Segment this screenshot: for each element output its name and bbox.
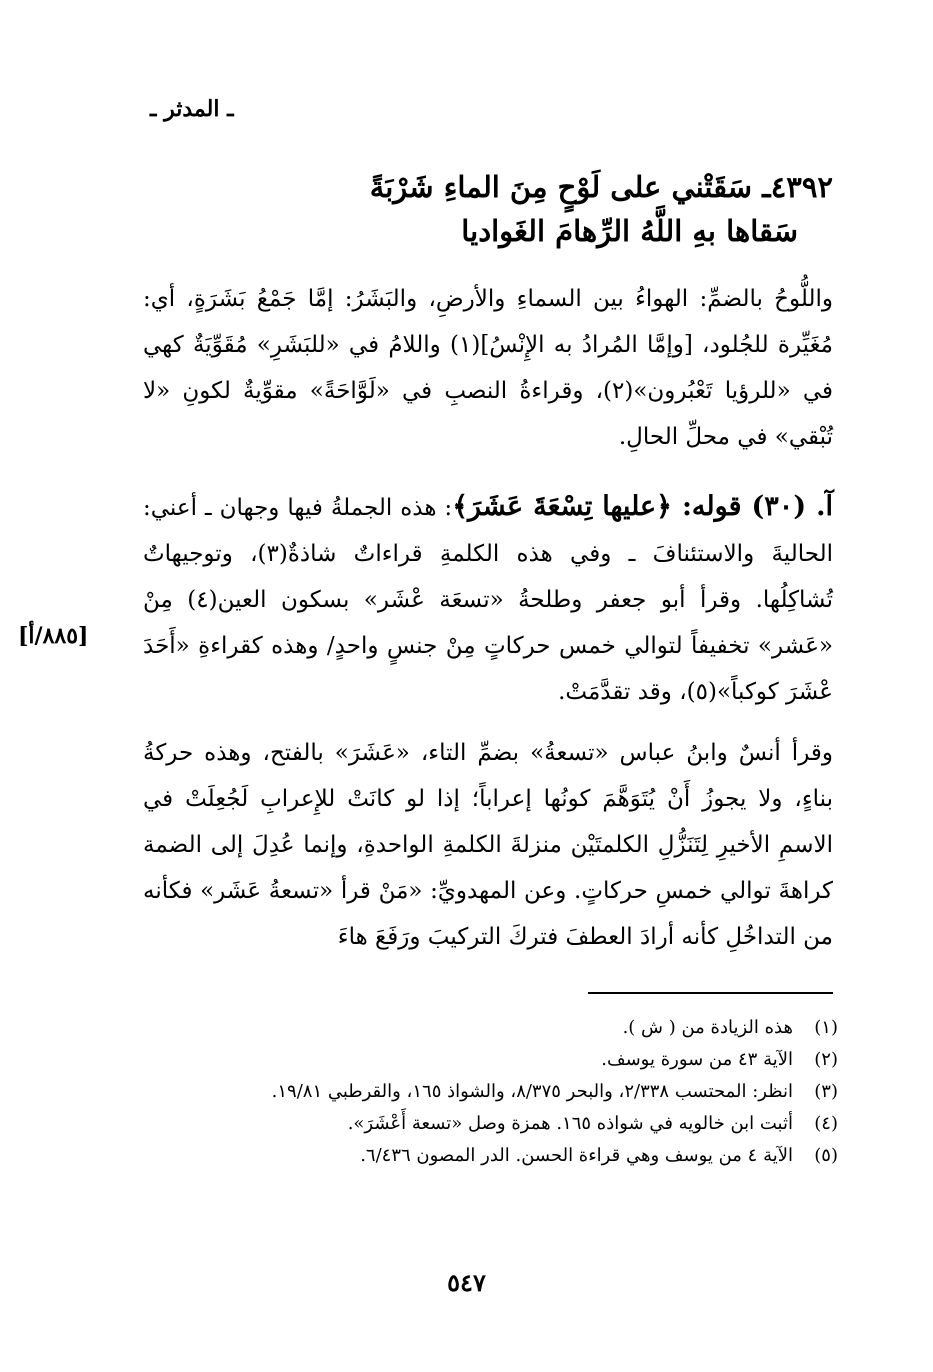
manuscript-folio-reference: [٨٨٥/أ] <box>18 623 89 649</box>
footnote-number: (٢) <box>814 1049 838 1070</box>
footnote-text: أثبت ابن خالويه في شواذه ١٦٥. همزة وصل «تسعة أَعْشَرَ». <box>347 1113 793 1134</box>
commentary-paragraph-3 <box>143 730 833 960</box>
footnote-item <box>138 1044 838 1076</box>
footnote-text: الآية ٤٣ من سورة يوسف. <box>601 1049 793 1070</box>
page-number: ٥٤٧ <box>447 1268 486 1297</box>
footnote-text: الآية ٤ من يوسف وهي قراءة الحسن. الدر المصون ٦/٤٣٦. <box>360 1145 793 1166</box>
footnote-text: هذه الزيادة من ( ش ). <box>622 1017 793 1038</box>
running-header: ـ المدثر ـ <box>150 96 234 122</box>
footnote-number: (٣) <box>814 1081 838 1102</box>
verse-citation-heading: آ. (٣٠) قوله: ﴿عليها تِسْعَةَ عَشَرَ﴾ <box>452 491 834 522</box>
paragraph-text <box>143 484 833 715</box>
footnotes <box>138 1012 838 1172</box>
footnote-separator <box>588 992 833 994</box>
paragraph-text: واللُّوحُ بالضمِّ: الهواءُ بين السماءِ والأرضِ، والبَشَرُ: إمَّا جَمْعُ بَشَرَةٍ، أي: مُغَيِّرة للجُلود، [وإمَّا المُرادُ به الإِنْسُ](١) واللامُ في «للبَشَرِ» مُقَوِّيَةٌ كهي في «للرؤيا تَعْبُرون»(٢)، وقراءةُ النصبِ في «لَوَّاحَةً» مقوِّيةٌ لكونِ «لا تُبْقي» في محلِّ الحالِ. <box>143 286 833 450</box>
paragraph-continuation: : هذه الجملةُ فيها وجهان ـ أعني: الحاليةَ والاستئنافَ ـ وفي هذه الكلمةِ قراءاتٌ شاذةٌ(٣)، وتوجيهاتٌ تُشاكِلُها. وقرأ أبو جعفر وطلحةُ «تسعَة عْشَر» بسكون العين(٤) مِنْ «عَشر» تخفيفاً لتوالي خمس حركاتٍ مِنْ جنسٍ واحدٍ/ وهذه كقراءةِ «أَحَدَ عْشَرَ كوكباً»(٥)، وقد تقدَّمَتْ. <box>143 495 833 705</box>
footnote-item <box>138 1076 838 1108</box>
footnote-number: (٤) <box>814 1113 838 1134</box>
poetry-verse-line-2: سَقاها بهِ اللَّهُ الرِّهامَ الغَواديا <box>461 214 798 248</box>
footnote-item <box>138 1108 838 1140</box>
paragraph-text: وقرأ أنسٌ وابنُ عباس «تسعةُ» بضمِّ التاء، «عَشَرَ» بالفتح، وهذه حركةُ بناءٍ، ولا يجوزُ أَنْ يُتَوَهَّمَ كونُها إعراباً؛ إذا لو كانَتْ للإِعرابِ لَجُعِلَتْ في الاسمِ الأخيرِ لِتَنَزُّلِ الكلمتَيْن منزلةَ الكلمةِ الواحدةِ، وإنما عُدِلَ إلى الضمة كراهةَ توالي خمسِ حركاتٍ. وعن المهدويِّ: «مَنْ قرأ «تسعةُ عَشَر» فكأنه من التداخُلِ كأنه أرادَ العطفَ فتركَ التركيبَ ورَفَعَ هاءَ <box>143 740 833 950</box>
footnote-text: انظر: المحتسب ٢/٣٣٨، والبحر ٨/٣٧٥، والشواذ ١٦٥، والقرطبي ١٩/٨١. <box>271 1081 793 1102</box>
poetry-verse-line-1: ٤٣٩٢ـ سَقَتْني على لَوْحٍ مِنَ الماءِ شَرْبَةً <box>369 170 833 204</box>
footnote-item <box>138 1140 838 1172</box>
footnote-number: (١) <box>814 1017 838 1038</box>
commentary-paragraph-2 <box>143 484 833 715</box>
commentary-paragraph-1 <box>143 276 833 460</box>
footnote-number: (٥) <box>814 1145 838 1166</box>
footnote-item <box>138 1012 838 1044</box>
